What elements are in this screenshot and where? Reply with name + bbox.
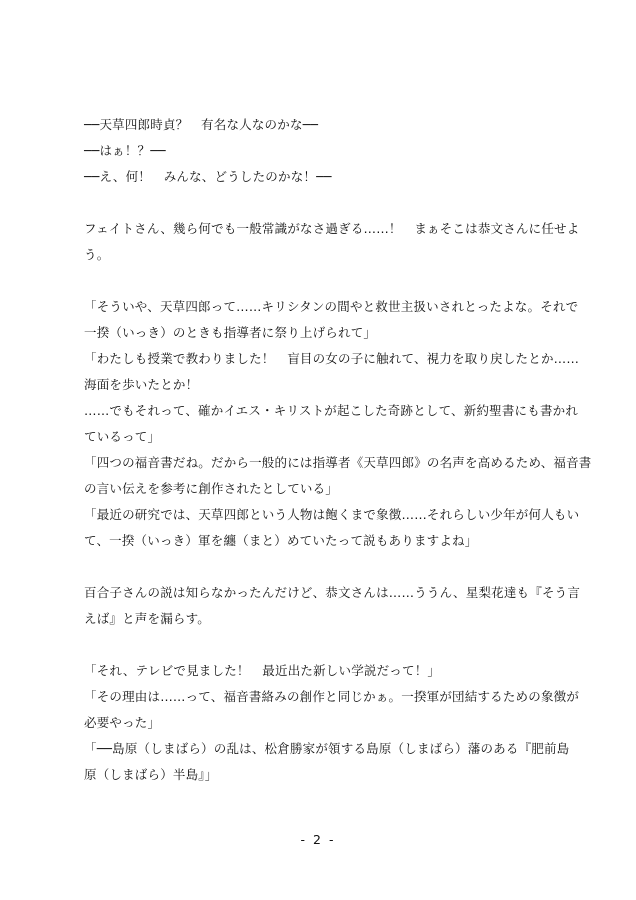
text-line: 「最近の研究では、天草四郎という人物は飽くまで象徴……それらしい少年が何人もい	[84, 507, 580, 522]
text-line: 「それ、テレビで見ました！ 最近出た新しい学説だって！」	[84, 663, 441, 678]
page-number: - 2 -	[300, 832, 336, 847]
blank-line	[84, 554, 560, 580]
text-line: 原（しまばら）半島』」	[84, 767, 218, 782]
text-line: フェイトさん、幾ら何でも一般常識がなさ過ぎる……！ まぁそこは恭文さんに任せよ	[84, 221, 580, 236]
text-line: 「そういや、天草四郎って……キリシタンの間やと救世主扱いされとったよな。それで	[84, 299, 579, 314]
text-line: 「──島原（しまばら）の乱は、松倉勝家が領する島原（しまばら）藩のある『肥前島	[84, 741, 570, 756]
blank-line	[84, 632, 560, 658]
blank-line	[84, 268, 560, 294]
text-line: う。	[84, 247, 110, 262]
text-line: 「わたしも授業で教わりました！ 盲目の女の子に触れて、視力を取り戻したとか……	[84, 351, 580, 366]
text-line: えば』と声を漏らす。	[84, 611, 211, 626]
text-line: ──え、何！ みんな、どうしたのかな！──	[84, 169, 332, 184]
text-line: ているって」	[84, 429, 161, 444]
text-body	[84, 112, 592, 788]
text-line: 「その理由は……って、福音書絡みの創作と同じかぁ。一揆軍が団結するための象徴が	[84, 689, 580, 704]
text-line: ──はぁ！？──	[84, 143, 166, 158]
text-line: 一揆（いっき）のときも指導者に祭り上げられて」	[84, 325, 377, 340]
blank-line	[84, 190, 560, 216]
text-line: て、一揆（いっき）軍を纏（まと）めていたって説もありますよね」	[84, 533, 478, 548]
text-line: 必要やった」	[84, 715, 161, 730]
text-line: ……でもそれって、確かイエス・キリストが起こした奇跡として、新約聖書にも書かれ	[84, 403, 579, 418]
text-line: 百合子さんの説は知らなかったんだけど、恭文さんは……ううん、星梨花達も『そう言	[84, 585, 581, 600]
text-line: の言い伝えを参考に創作されたとしている」	[84, 481, 339, 496]
text-line: 「四つの福音書だね。だから一般的には指導者《天草四郎》の名声を高めるため、福音書	[84, 455, 592, 470]
text-line: ──天草四郎時貞？ 有名な人なのかな──	[84, 117, 319, 132]
text-line: 海面を歩いたとか！	[84, 377, 199, 392]
